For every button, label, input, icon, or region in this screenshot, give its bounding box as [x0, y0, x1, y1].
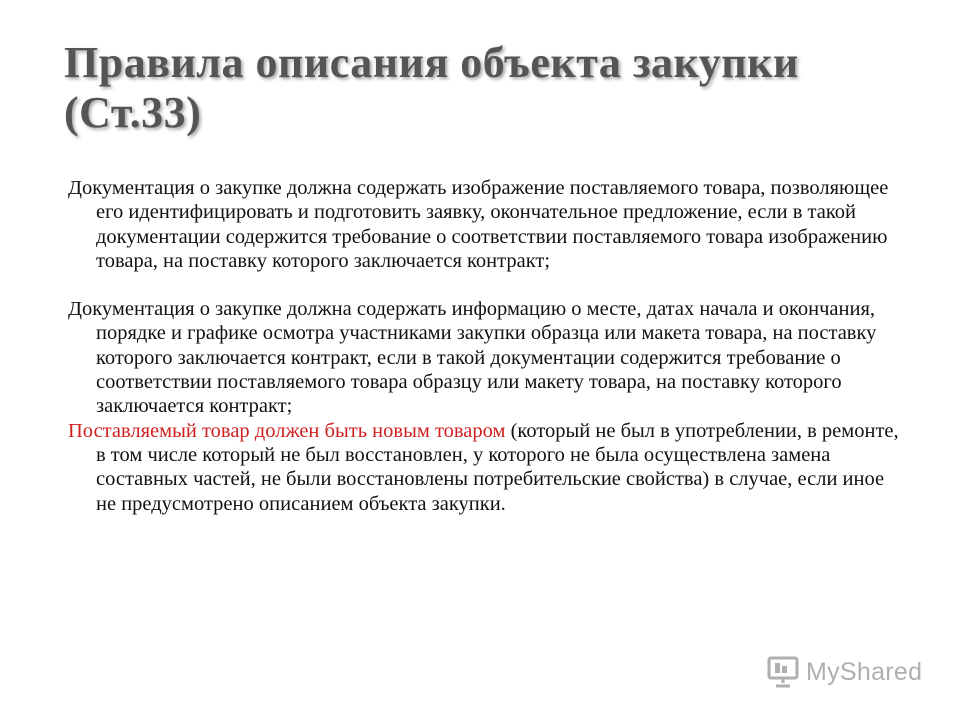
presentation-board-icon [766, 655, 800, 689]
paragraph-3-highlight: Поставляемый товар должен быть новым товаром [68, 419, 506, 442]
slide-title-line1: Правила описания объекта закупки [64, 38, 799, 87]
paragraph-3 [68, 419, 908, 516]
watermark-text: MyShared [806, 657, 923, 686]
watermark [766, 654, 922, 690]
slide-title [64, 38, 924, 138]
paragraph-2: Документация о закупке должна содержать информацию о месте, датах начала и окончания, порядке и графике осмотра участниками закупки образца или макета товара, на поставку которого заключается контракт, если в такой документации содержится требование о соответствии поставляемого товара образцу или макету товара, на поставку которого заключается контракт; [68, 298, 877, 418]
paragraph-3-rest: (который не был в употреблении, в ремонте, в том числе который не был восстановлен, у которого не была осуществлена замена составных частей, не были восстановлены потребительские свойства) в случае, если иное не предусмотрено описанием объекта закупки. [96, 419, 899, 515]
slide-title-line2: (Ст.33) [64, 88, 202, 137]
paragraph-1: Документация о закупке должна содержать изображение поставляемого товара, позволяющее его идентифицировать и подготовить заявку, окончательное предложение, если в такой документации содержится требование о соответствии поставляемого товара изображению товара, на поставку которого заключается контракт; [68, 177, 889, 272]
slide-body [68, 176, 908, 516]
